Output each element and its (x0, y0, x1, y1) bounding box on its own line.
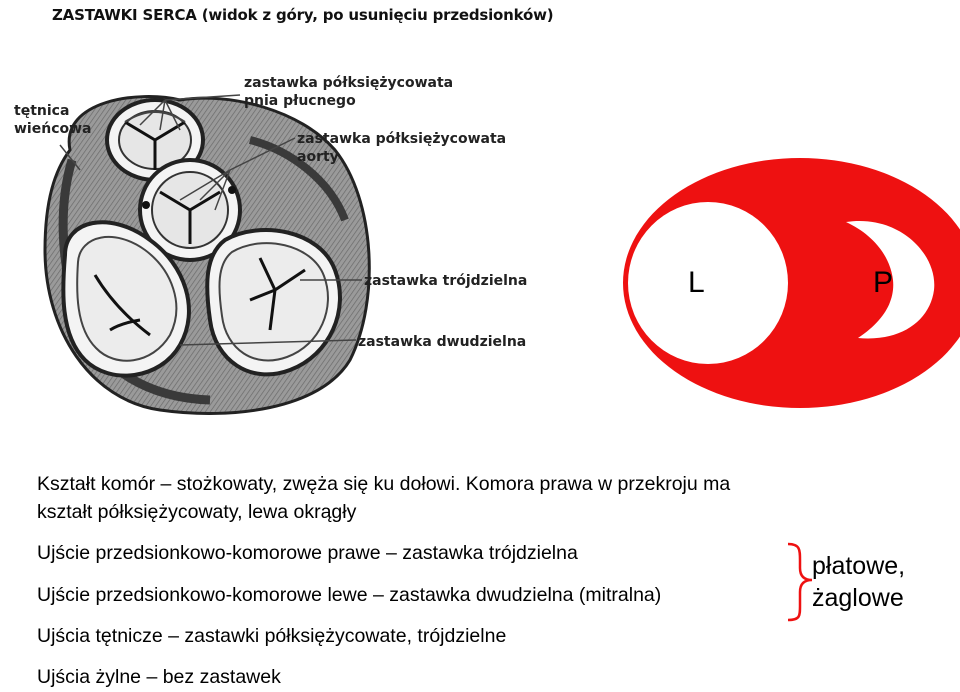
coronary-artery-label: tętnica wieńcowa (14, 103, 92, 137)
aortic-valve-label: zastawka półksiężycowata aorty (297, 131, 507, 165)
page-title: ZASTAWKI SERCA (widok z góry, po usunięciu przedsionków) (52, 6, 554, 24)
text-line-4: Ujście przedsionkowo-komorowe lewe – zastawka dwudzielna (mitralna) (37, 584, 662, 606)
red-brace (788, 544, 812, 620)
text-line-1: Kształt komór – stożkowaty, zwęża się ku dołowi. Komora prawa w przekroju ma (37, 473, 731, 495)
left-ventricle-label: L (688, 266, 705, 299)
right-ventricle-label: P (873, 266, 894, 299)
text-line-3: Ujście przedsionkowo-komorowe prawe – zastawka trójdzielna (37, 542, 578, 564)
text-line-6: Ujścia żylne – bez zastawek (37, 666, 281, 688)
tricuspid-valve-label: zastawka trójdzielna (364, 273, 528, 289)
brace-label: płatowe, żaglowe (812, 552, 906, 612)
bicuspid-valve-label: zastawka dwudzielna (358, 334, 527, 350)
text-line-2: kształt półksiężycowaty, lewa okrągły (37, 501, 357, 523)
pulmonary-valve-label: zastawka półksiężycowata pnia płucnego (244, 75, 454, 109)
text-line-5: Ujścia tętnicze – zastawki półksiężycowate, trójdzielne (37, 625, 507, 647)
